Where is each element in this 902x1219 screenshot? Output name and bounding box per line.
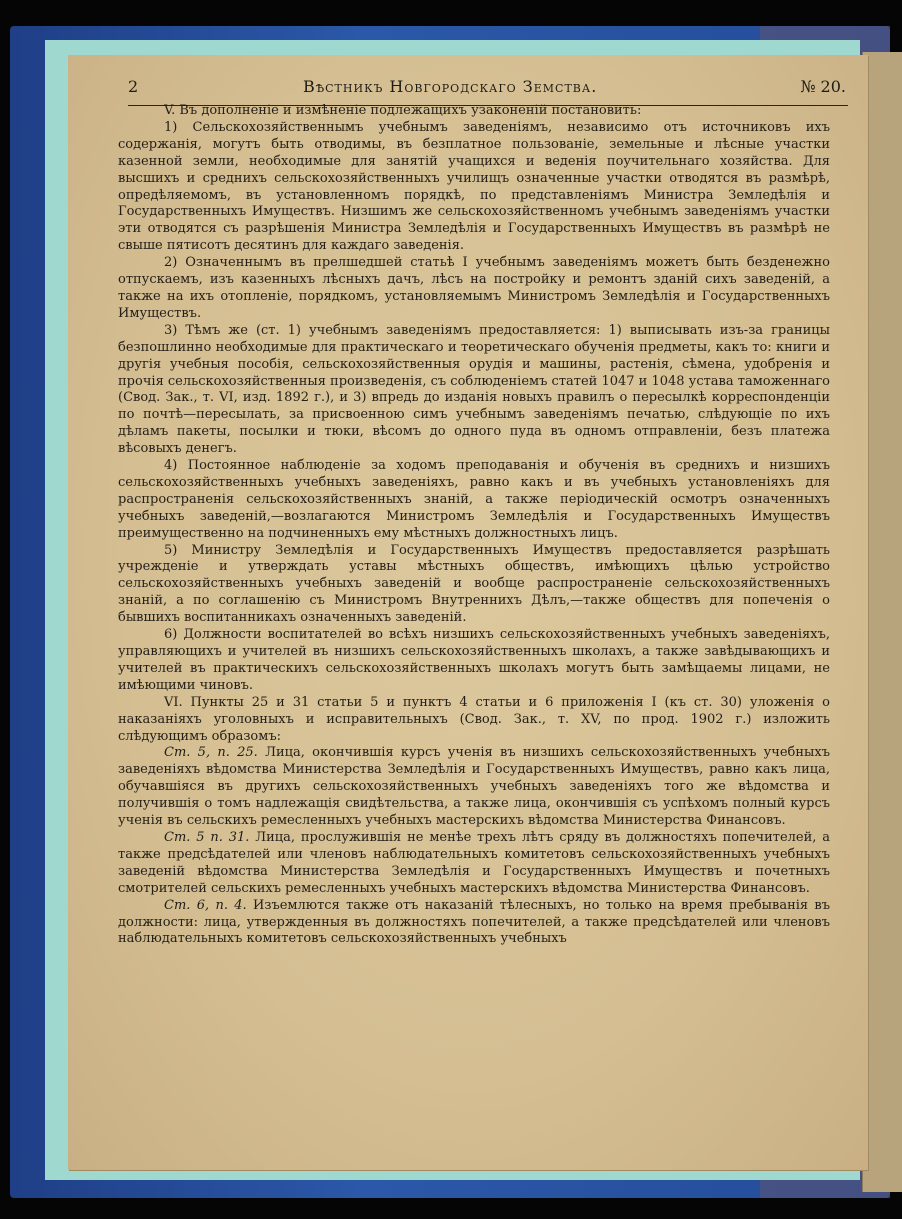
article-ref: Ст. 6, п. 4.	[164, 897, 247, 913]
paragraph: 2) Означеннымъ въ прелшедшей статьѣ I учебнымъ заведеніямъ можетъ быть безденежно отпускаемъ, изъ казенныхъ лѣсныхъ дачъ, лѣсъ на постройку и ремонтъ зданій сихъ заведеній, а также на ихъ отопленіе, порядкомъ, установляемымъ Министромъ Земледѣлія и Государственныхъ Имуществъ.	[118, 255, 830, 321]
page-body	[118, 103, 830, 948]
article-paragraph	[118, 898, 830, 949]
article-text: Изъемлются также отъ наказаній тѣлесныхъ, но только на время пребыванія въ должности: лица, утвержденныя въ должностяхъ попечителей, а также предсѣдателей или членовъ наблюдательныхъ комитетовъ сельскохозяйственныхъ учебныхъ	[118, 897, 830, 947]
article-paragraph	[118, 830, 830, 898]
journal-title: Вѣстникъ Новгородскаго Земства.	[303, 77, 598, 96]
paragraph: 5) Министру Земледѣлія и Государственныхъ Имуществъ предоставляется разрѣшать учрежденіе и утверждать уставы мѣстныхъ обществъ, имѣющихъ цѣлью устройство сельскохозяйственныхъ учебныхъ заведеній и вообще распространеніе сельскохозяйственныхъ знаній, а по соглашенію съ Министромъ Внутреннихъ Дѣлъ,—также обществъ для попеченія о бывшихъ воспитанникахъ означенныхъ заведеній.	[118, 542, 830, 626]
document-page	[68, 55, 868, 1170]
article-ref: Ст. 5, п. 25.	[164, 745, 258, 761]
paragraph: 4) Постоянное наблюденіе за ходомъ преподаванія и обученія въ среднихъ и низшихъ сельскохозяйственныхъ учебныхъ заведеніяхъ, равно какъ и въ учебныхъ установленіяхъ для распространенія сельскохозяйственныхъ знаній, а также періодическій осмотръ означенныхъ учебныхъ заведеній,—возлагаются Министромъ Земледѣлія и Государственныхъ Имуществъ преимущественно на подчиненныхъ ему мѣстныхъ должностныхъ лицъ.	[118, 458, 830, 541]
next-page-edge	[862, 52, 902, 1192]
paragraph: 3) Тѣмъ же (ст. 1) учебнымъ заведеніямъ предоставляется: 1) выписывать изъ-за границы безпошлинно необходимые для практическаго и теоретическаго обученія предметы, какъ то: книги и другія учебныя пособія, сельскохозяйственныя орудія и машины, растенія, сѣмена, удобренія и прочія сельскохозяйственныя произведенія, съ соблюденіемъ статей 1047 и 1048 устава таможеннаго (Свод. Зак., т. VI, изд. 1892 г.), и 3) впредь до изданія новыхъ правилъ о пересылкѣ корреспонденціи по почтѣ—пересылать, за присвоенною симъ учебнымъ заведеніямъ печатью, слѣдующіе по ихъ дѣламъ пакеты, посылки и тюки, вѣсомъ до одного пуда въ одномъ отправленіи, безъ платежа вѣсовыхъ денегъ.	[118, 322, 830, 457]
paragraph: 6) Должности воспитателей во всѣхъ низшихъ сельскохозяйственныхъ учебныхъ заведеніяхъ, управляющихъ и учителей въ низшихъ сельскохозяйственныхъ школахъ, а также завѣдывающихъ и учителей въ практическихъ сельскохозяйственныхъ школахъ могутъ быть замѣщаемы лицами, не имѣющими чиновъ.	[118, 627, 830, 693]
article-ref: Ст. 5 п. 31.	[164, 829, 250, 845]
page-header	[128, 69, 848, 99]
paragraph: V. Въ дополненіе и измѣненіе подлежащихъ узаконеній постановить:	[164, 103, 642, 118]
page-number: 2	[128, 77, 139, 96]
paragraph: 1) Сельскохозяйственнымъ учебнымъ заведеніямъ, независимо отъ источниковъ ихъ содержанія, могутъ быть отводимы, въ безплатное пользованіе, земельные и лѣсные участки казенной земли, необходимые для занятій учащихся и веденія поучительнаго хозяйства. Для высшихъ и среднихъ сельскохозяйственныхъ училищъ означенные участки отводятся въ размѣрѣ, опредѣляемомъ, въ установленномъ порядкѣ, по представленіямъ Министра Земледѣлія и Государственныхъ Имуществъ. Низшимъ же сельскохозяйственномъ учебнымъ заведеніямъ участки эти отводятся съ разрѣшенія Министра Земледѣлія и Государственныхъ Имуществъ въ размѣрѣ не свыше пятисотъ десятинъ для каждаго заведенія.	[118, 119, 830, 254]
article-text: Лица, окончившія курсъ ученія въ низшихъ сельскохозяйственныхъ учебныхъ заведеніяхъ вѣдомства Министерства Земледѣлія и Государственныхъ Имуществъ, равно какъ лица, обучавшіяся въ другихъ сельскохозяйственныхъ учебныхъ заведеніяхъ того же вѣдомства и получившія о томъ надлежащія свидѣтельства, а также лица, окончившія съ успѣхомъ полный курсъ ученія въ сельскихъ ремесленныхъ учебныхъ мастерскихъ вѣдомства Министерства Финансовъ.	[118, 745, 830, 829]
issue-number: № 20.	[800, 77, 846, 96]
article-paragraph	[118, 745, 830, 830]
paragraph: VI. Пункты 25 и 31 статьи 5 и пунктъ 4 статьи и 6 приложенія I (къ ст. 30) уложенія о наказаніяхъ уголовныхъ и исправительныхъ (Свод. Зак., т. XV, по прод. 1902 г.) изложить слѣдующимъ образомъ:	[118, 694, 830, 744]
article-text: Лица, прослужившія не менѣе трехъ лѣтъ сряду въ должностяхъ попечителей, а также предсѣдателей или членовъ наблюдательныхъ комитетовъ сельскохозяйственныхъ учебныхъ заведеній вѣдомства Министерства Земледѣлія и Государственныхъ Имуществъ и почетныхъ смотрителей сельскихъ ремесленныхъ учебныхъ мастерскихъ вѣдомства Министерства Финансовъ.	[118, 829, 830, 896]
